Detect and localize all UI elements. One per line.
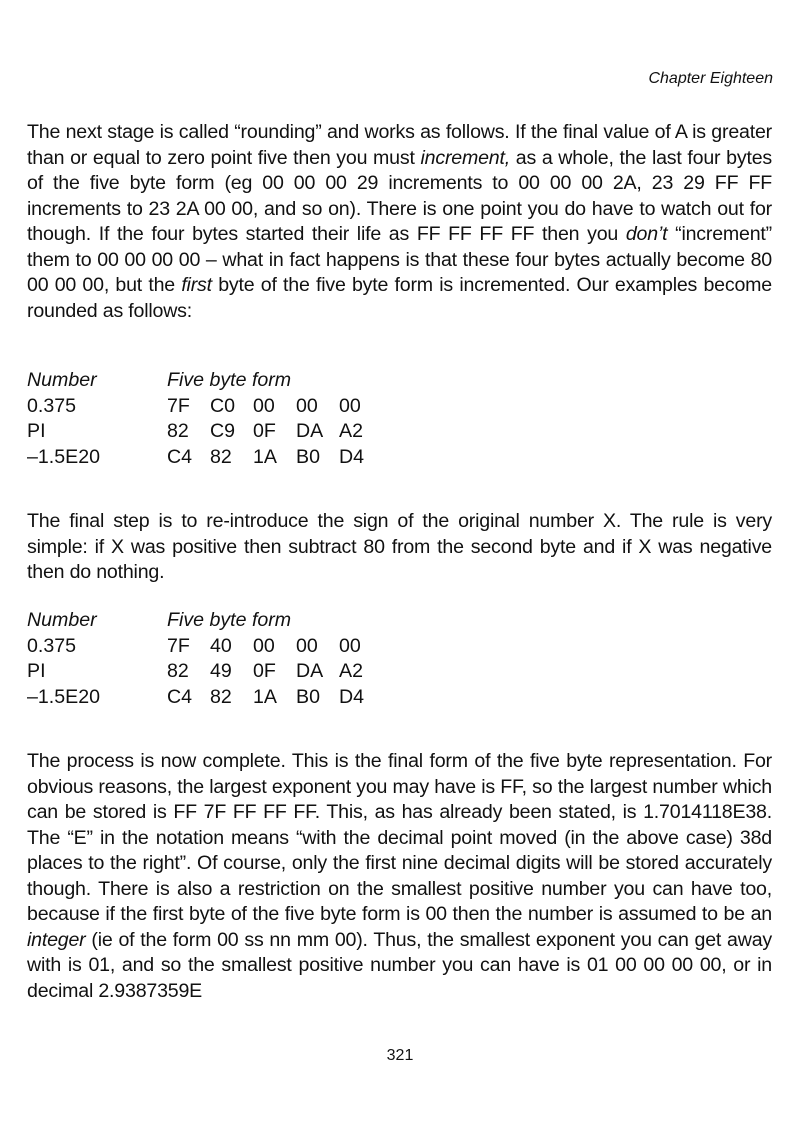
cell-byte: 00	[253, 394, 275, 417]
cell-byte: 7F	[167, 394, 190, 417]
cell-number: –1.5E20	[27, 445, 100, 468]
table-row	[27, 445, 382, 471]
cell-byte: 82	[167, 660, 189, 682]
header-number: Number	[27, 369, 97, 391]
table-row	[27, 419, 382, 445]
cell-byte: C4	[167, 445, 193, 468]
cell-byte: DA	[296, 420, 324, 442]
table-row	[27, 685, 382, 711]
cell-byte: 00	[296, 394, 318, 417]
cell-byte: D4	[339, 685, 365, 708]
rounded-values-table	[27, 368, 382, 470]
emphasis: integer	[27, 928, 86, 951]
table-row	[27, 634, 382, 660]
cell-byte: 49	[210, 660, 232, 682]
cell-byte: A2	[339, 420, 363, 442]
cell-byte: A2	[339, 660, 363, 682]
cell-byte: 82	[210, 445, 232, 468]
cell-number: PI	[27, 660, 46, 682]
cell-byte: 00	[296, 634, 318, 657]
cell-byte: 00	[253, 634, 275, 657]
cell-byte: DA	[296, 660, 324, 682]
cell-byte: C0	[210, 394, 236, 417]
table-row	[27, 659, 382, 685]
emphasis: first	[181, 274, 212, 296]
cell-byte: B0	[296, 685, 320, 708]
cell-number: 0.375	[27, 394, 77, 417]
cell-number: –1.5E20	[27, 685, 100, 708]
paragraph-sign: The final step is to re-introduce the sign of the original number X. The rule is very simple: if X was positive then subtract 80 from the second byte and if X was negative then do nothing.	[27, 510, 772, 583]
emphasis: increment,	[420, 146, 510, 169]
cell-byte: 82	[167, 420, 189, 442]
running-head: Chapter Eighteen	[648, 70, 773, 87]
table-header	[27, 608, 382, 634]
cell-byte: 0F	[253, 660, 276, 682]
cell-byte: 0F	[253, 420, 276, 442]
page-number: 321	[386, 1047, 414, 1064]
cell-byte: 1A	[253, 445, 277, 468]
cell-number: 0.375	[27, 634, 77, 657]
cell-number: PI	[27, 420, 46, 442]
text: The next stage is called “rounding” and works as follows. If the final value of A is greater than or equal to zero point five then you must	[27, 121, 772, 169]
cell-byte: C9	[210, 420, 236, 442]
cell-byte: 7F	[167, 634, 190, 657]
cell-byte: 40	[210, 634, 232, 657]
emphasis: don’t	[625, 223, 668, 245]
table-row	[27, 394, 382, 420]
text: (ie of the form 00 ss nn mm 00). Thus, the smallest exponent you can get away with is 01, and so the smallest positive number you can have is 01 00 00 00 00, or in decimal 2.9387359E	[27, 928, 772, 1002]
cell-byte: 1A	[253, 685, 277, 708]
text: byte of the five byte form is incremented. Our examples become rounded as follows:	[27, 274, 772, 322]
table-header	[27, 368, 382, 394]
cell-byte: C4	[167, 685, 193, 708]
text: as a whole, the last four bytes of the five byte form (eg 00 00 00 29 increments to 00 00 00 2A, 23 29 FF FF increments to 23 2A 00 00, and so on). There is one point you do have to watch out for though. If the four bytes started their life as FF FF FF FF then you	[27, 146, 772, 245]
header-five-byte-form: Five byte form	[167, 609, 292, 631]
cell-byte: 00	[339, 634, 361, 657]
cell-byte: 00	[339, 394, 361, 417]
header-five-byte-form: Five byte form	[167, 369, 292, 391]
text: “increment” them to 00 00 00 00 – what in fact happens is that these four bytes actually become 80 00 00 00, but the	[27, 223, 772, 296]
header-number: Number	[27, 609, 97, 631]
paragraph-rounding	[27, 120, 772, 324]
final-values-table	[27, 608, 382, 710]
text: The process is now complete. This is the final form of the five byte representation. For obvious reasons, the largest exponent you may have is FF, so the largest number which can be stored is FF 7F FF FF FF. This, as has already been stated, is 1.7014118E38. The “E” in the notation means “with the decimal point moved (in the above case) 38d places to the right”. Of course, only the first nine decimal digits will be stored accurately though. There is also a restriction on the smallest positive number you can have too, because if the first byte of the five byte form is 00 then the number is assumed to be an	[27, 750, 772, 925]
cell-byte: 82	[210, 685, 232, 708]
paragraph-limits	[27, 749, 772, 1004]
cell-byte: D4	[339, 445, 365, 468]
cell-byte: B0	[296, 445, 320, 468]
